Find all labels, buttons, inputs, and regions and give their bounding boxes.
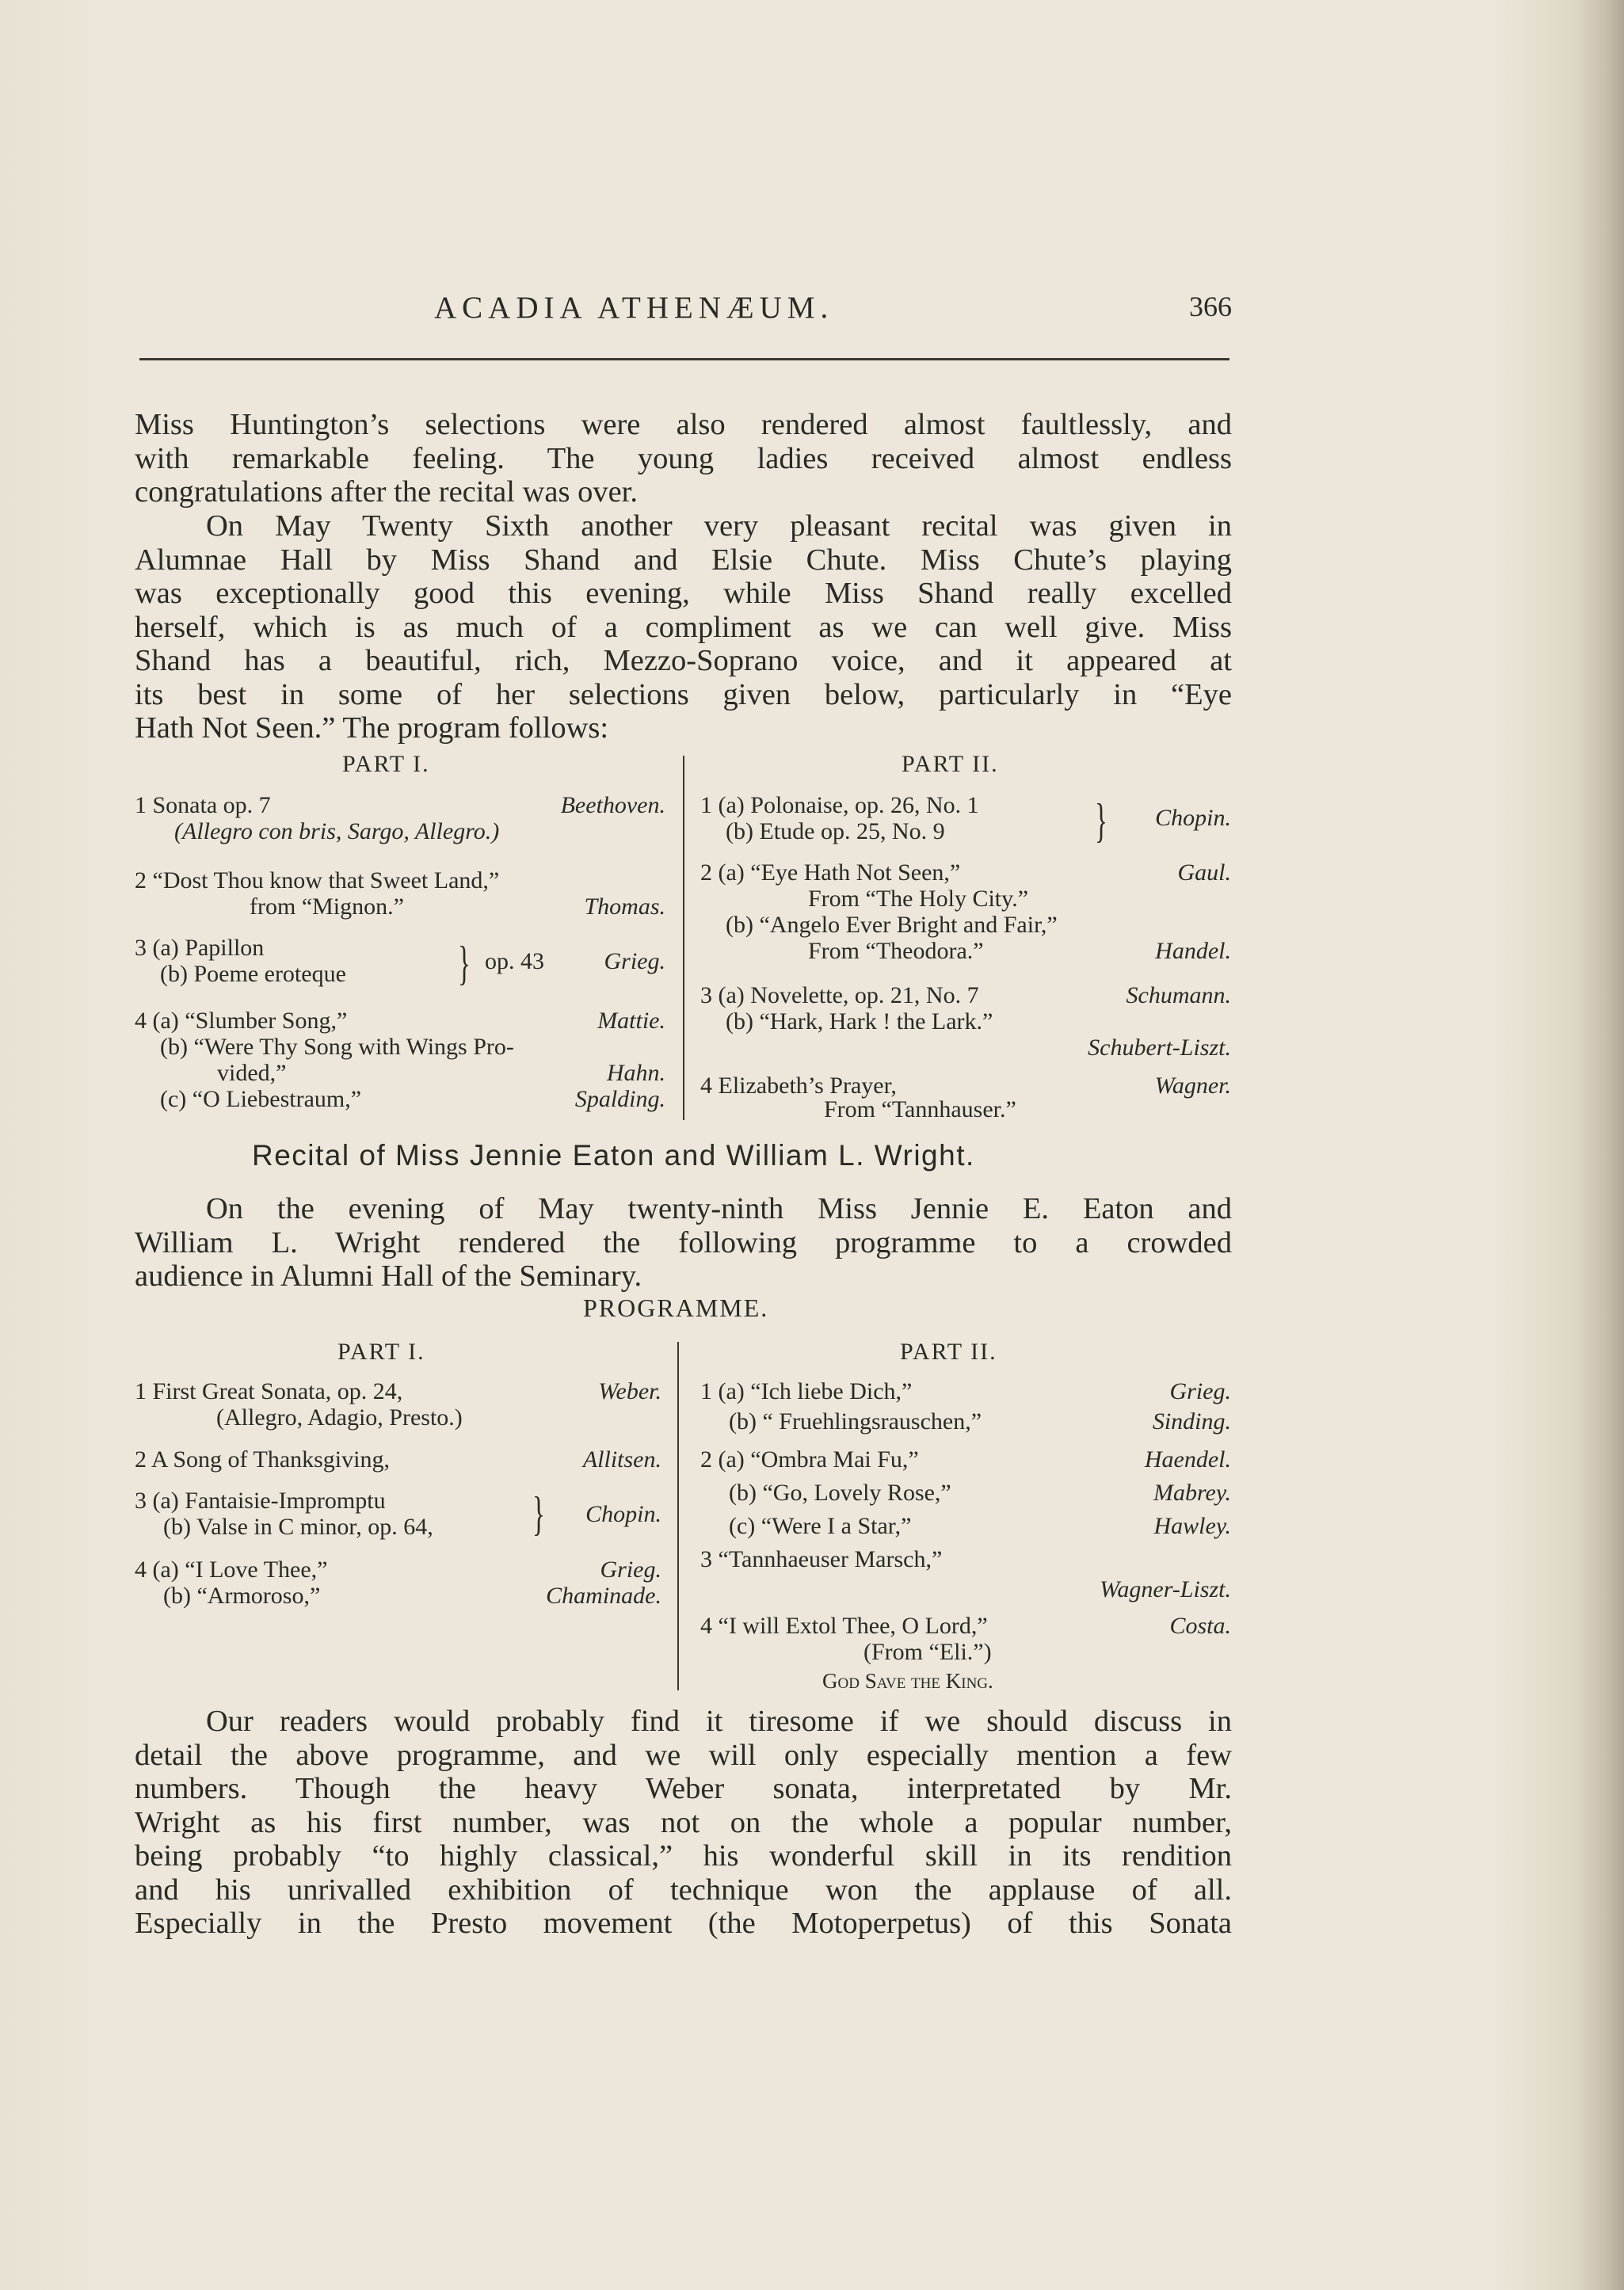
- intro-paragraph: [135, 408, 1232, 509]
- composer: Schumann.: [1126, 982, 1231, 1008]
- composer: Grieg.: [604, 948, 665, 974]
- text-line: and his unrivalled exhibition of technique won the applause of all.: [135, 1873, 1232, 1907]
- composer: Chopin.: [1155, 805, 1231, 831]
- program-two-part-two: [700, 1378, 1231, 1695]
- composer: Wagner.: [1154, 1073, 1231, 1099]
- text-line: was exceptionally good this evening, while Miss Shand really excelled: [135, 577, 1232, 610]
- text-line: Alumnae Hall by Miss Shand and Elsie Chute. Miss Chute’s playing: [135, 543, 1232, 577]
- composer: Beethoven.: [560, 792, 665, 818]
- composer: Chaminade.: [546, 1583, 661, 1609]
- composer: Grieg.: [1169, 1378, 1231, 1404]
- program-two-part-one: [135, 1378, 661, 1616]
- section-title: Recital of Miss Jennie Eaton and William L. Wright.: [252, 1139, 975, 1172]
- program-item-detail: from “Mignon.”: [250, 894, 404, 920]
- text-line: detail the above programme, and we will only especially mention a few: [135, 1738, 1232, 1772]
- text-line: audience in Alumni Hall of the Seminary.: [135, 1259, 642, 1293]
- program-item: (b) “Armoroso,”: [163, 1583, 321, 1609]
- program-item: (b) “Were Thy Song with Wings Pro-: [160, 1034, 514, 1060]
- program-item: (b) Poeme eroteque: [160, 961, 346, 987]
- recital-paragraph: [135, 509, 1232, 745]
- composer: Haendel.: [1144, 1446, 1231, 1473]
- program-item: (b) “Angelo Ever Bright and Fair,”: [726, 912, 1058, 938]
- closing-line: God Save the King.: [822, 1669, 993, 1693]
- part-heading: PART I.: [342, 751, 430, 777]
- text-line: Miss Huntington’s selections were also rendered almost faultlessly, and: [135, 408, 1232, 441]
- program-item: 1 Sonata op. 7: [135, 792, 271, 818]
- program-item: 3 (a) Fantaisie-Impromptu: [135, 1488, 386, 1514]
- program-item: vided,”: [217, 1060, 287, 1086]
- composer: Hahn.: [606, 1060, 665, 1086]
- text-line: Especially in the Presto movement (the Motoperpetus) of this Sonata: [135, 1907, 1232, 1940]
- program-item: 3 “Tannhaeuser Marsch,”: [700, 1546, 943, 1572]
- program-item-detail: From “Theodora.”: [808, 938, 984, 964]
- text-line: its best in some of her selections given below, particularly in “Eye: [135, 677, 1232, 711]
- composer: Chopin.: [585, 1501, 661, 1527]
- text-line: On the evening of May twenty-ninth Miss Jennie E. Eaton and: [206, 1192, 1232, 1225]
- text-line: being probably “to highly classical,” his wonderful skill in its rendition: [135, 1839, 1232, 1873]
- part-heading: PART II.: [900, 1339, 997, 1365]
- program-item: 2 (a) “Eye Hath Not Seen,”: [700, 859, 961, 886]
- program-item: 2 (a) “Ombra Mai Fu,”: [700, 1446, 919, 1473]
- review-paragraph: [135, 1705, 1232, 1941]
- composer: Mabrey.: [1153, 1480, 1231, 1506]
- text-line: William L. Wright rendered the following programme to a crowded: [135, 1225, 1232, 1259]
- program-item: (c) “O Liebestraum,”: [160, 1086, 362, 1112]
- program-item: 4 “I will Extol Thee, O Lord,”: [700, 1613, 988, 1639]
- programme-label: PROGRAMME.: [583, 1294, 769, 1322]
- text-line: herself, which is as much of a compliment as we can well give. Miss: [135, 610, 1232, 644]
- program-item-detail: From “The Holy City.”: [808, 886, 1029, 912]
- text-line: congratulations after the recital was over.: [135, 475, 638, 509]
- page-edge-shadow: [1576, 0, 1624, 2290]
- running-title: ACADIA ATHENÆUM.: [434, 291, 834, 325]
- program-item-detail: (Allegro, Adagio, Presto.): [216, 1404, 463, 1431]
- composer: Costa.: [1169, 1613, 1231, 1639]
- program-item: (b) Valse in C minor, op. 64,: [163, 1514, 433, 1540]
- composer: Allitsen.: [582, 1446, 661, 1473]
- brace-glyph: }: [532, 1488, 545, 1540]
- text-line: numbers. Though the heavy Weber sonata, interpretated by Mr.: [135, 1772, 1232, 1805]
- program-item: 2 “Dost Thou know that Sweet Land,”: [135, 867, 500, 894]
- part-heading: PART II.: [902, 751, 999, 777]
- composer: Mattie.: [597, 1008, 665, 1034]
- program-item-detail: From “Tannhauser.”: [824, 1096, 1016, 1122]
- program-item: (b) Etude op. 25, No. 9: [726, 818, 945, 844]
- program-item: 1 (a) Polonaise, op. 26, No. 1: [700, 792, 979, 818]
- program-item: (b) “ Fruehlingsrauschen,”: [729, 1408, 982, 1435]
- program-item: 4 (a) “I Love Thee,”: [135, 1557, 328, 1583]
- page-number: 366: [1189, 291, 1232, 322]
- text-line: On May Twenty Sixth another very pleasant recital was given in: [206, 509, 1232, 543]
- program-item: 1 (a) “Ich liebe Dich,”: [700, 1378, 913, 1404]
- program-item-detail: (From “Eli.”): [863, 1639, 992, 1665]
- composer: Sinding.: [1152, 1408, 1231, 1435]
- composer: Wagner-Liszt.: [1100, 1576, 1231, 1602]
- composer: Spalding.: [574, 1086, 665, 1112]
- program-item-detail: (Allegro con bris, Sargo, Allegro.): [174, 818, 500, 844]
- part-heading: PART I.: [337, 1339, 425, 1365]
- eaton-wright-paragraph: [135, 1192, 1232, 1294]
- program-item: 4 (a) “Slumber Song,”: [135, 1008, 348, 1034]
- composer: Grieg.: [600, 1557, 661, 1583]
- text-line: Wright as his first number, was not on the whole a popular number,: [135, 1805, 1232, 1839]
- running-header: [135, 290, 1232, 330]
- composer: Thomas.: [584, 894, 665, 920]
- program-item: 2 A Song of Thanksgiving,: [135, 1446, 390, 1473]
- column-divider: [683, 756, 684, 1120]
- composer: Hawley.: [1153, 1513, 1231, 1539]
- brace-glyph: }: [1095, 794, 1107, 847]
- opus-number: op. 43: [485, 948, 544, 974]
- program-item: (b) “Hark, Hark ! the Lark.”: [726, 1008, 993, 1035]
- composer: Schubert-Liszt.: [1088, 1035, 1231, 1061]
- column-divider: [677, 1342, 679, 1690]
- text-line: with remarkable feeling. The young ladies received almost endless: [135, 441, 1232, 475]
- program-item: (c) “Were I a Star,”: [729, 1513, 912, 1539]
- header-rule: [139, 358, 1229, 360]
- program-item: 1 First Great Sonata, op. 24,: [135, 1378, 403, 1404]
- text-line: Our readers would probably find it tiresome if we should discuss in: [206, 1705, 1232, 1738]
- composer: Weber.: [598, 1378, 661, 1404]
- program-one-part-one: [135, 792, 665, 1125]
- composer: Gaul.: [1177, 859, 1231, 886]
- program-item: (b) “Go, Lovely Rose,”: [729, 1480, 951, 1506]
- program-one-part-two: [700, 792, 1231, 1125]
- program-item: 3 (a) Papillon: [135, 935, 265, 961]
- text-line: Shand has a beautiful, rich, Mezzo-Soprano voice, and it appeared at: [135, 644, 1232, 677]
- program-item: 3 (a) Novelette, op. 21, No. 7: [700, 982, 979, 1008]
- program-item: 4 Elizabeth’s Prayer,: [700, 1073, 897, 1099]
- brace-glyph: }: [458, 937, 471, 989]
- composer: Handel.: [1155, 938, 1231, 964]
- text-line: Hath Not Seen.” The program follows:: [135, 711, 609, 745]
